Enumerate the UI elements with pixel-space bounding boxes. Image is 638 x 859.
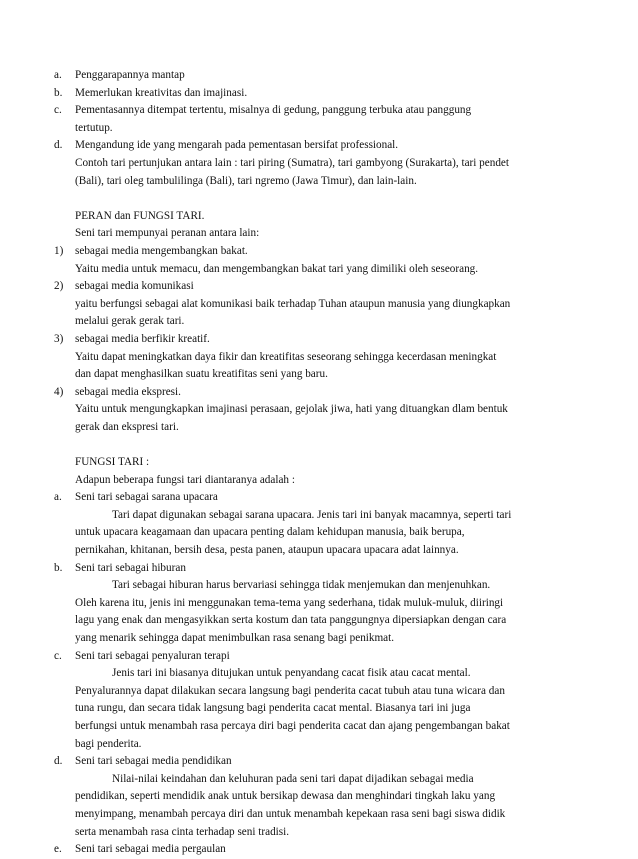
list-item-continuation — [0, 155, 638, 173]
document-page — [0, 67, 638, 859]
section-heading-text: PERAN dan FUNGSI TARI. — [75, 209, 205, 222]
list-marker: 3) — [54, 332, 64, 345]
list-text: sebagai media ekspresi. — [75, 385, 181, 398]
paragraph-line — [0, 524, 638, 542]
paragraph-line — [0, 788, 638, 806]
list-marker: 4) — [54, 385, 64, 398]
section-heading — [0, 454, 638, 472]
paragraph-text: pendidikan, seperti mendidik anak untuk bersikap dewasa dan menghindari tingkah laku yang — [75, 790, 496, 803]
list-item — [0, 753, 638, 771]
blank-line — [0, 190, 638, 208]
list-marker: b. — [54, 561, 63, 574]
paragraph-text: untuk upacara keagamaan dan upacara penting dalam kehidupan manusia, baik berupa, — [75, 526, 465, 539]
paragraph-text: lagu yang enak dan mengasyikkan serta kostum dan tata panggungnya dipersiapkan dengan cara — [75, 614, 507, 627]
paragraph-text: pernikahan, khitanan, bersih desa, pesta panen, ataupun upacara upacara adat lainnya. — [75, 544, 459, 557]
list-text: gerak dan ekspresi tari. — [75, 420, 179, 433]
list-marker: c. — [54, 649, 62, 662]
list-item-continuation — [0, 120, 638, 138]
list-marker: a. — [54, 69, 62, 81]
list-item-title: Seni tari sebagai media pendidikan — [75, 755, 232, 768]
list-item — [0, 648, 638, 666]
paragraph-line — [0, 612, 638, 630]
paragraph-text: bagi penderita. — [75, 737, 142, 750]
list-item — [0, 102, 638, 120]
list-text: Mengandung ide yang mengarah pada pementasan bersifat professional. — [75, 139, 399, 152]
list-item-continuation — [0, 419, 638, 437]
list-text: Yaitu untuk mengungkapkan imajinasi perasaan, gejolak jiwa, hati yang dituangkan dlam bentuk — [75, 403, 508, 416]
list-item — [0, 560, 638, 578]
section-intro — [0, 472, 638, 490]
paragraph-text: Tari dapat digunakan sebagai sarana upacara. Jenis tari ini banyak macamnya, seperti tari — [112, 508, 512, 521]
paragraph-line — [0, 736, 638, 754]
list-item — [0, 384, 638, 402]
list-item-title: Seni tari sebagai penyaluran terapi — [75, 649, 230, 662]
list-item — [0, 331, 638, 349]
list-text: sebagai media mengembangkan bakat. — [75, 244, 248, 257]
list-text: Yaitu dapat meningkatkan daya fikir dan kreatifitas seseorang sehingga kecerdasan meningkat — [75, 350, 497, 363]
paragraph-first-line — [0, 665, 638, 683]
paragraph-text: berfungsi untuk menambah rasa percaya diri bagi penderita cacat dan ajang pengembangan bakat — [75, 719, 510, 732]
list-item-title: Seni tari sebagai hiburan — [75, 561, 186, 574]
paragraph-first-line — [0, 771, 638, 789]
paragraph-first-line — [0, 577, 638, 595]
paragraph-text: tuna rungu, dan secara tidak langsung bagi penderita cacat mental. Biasanya tari ini juga — [75, 702, 471, 715]
list-marker: b. — [54, 86, 63, 99]
paragraph-line — [0, 806, 638, 824]
paragraph-text: Penyalurannya dapat dilakukan secara langsung bagi penderita cacat tubuh atau tuna wicara dan — [75, 684, 505, 697]
list-marker: 1) — [54, 244, 64, 257]
list-text: dan dapat menghasilkan suatu kreatifitas seni yang baru. — [75, 368, 328, 381]
paragraph-line — [0, 683, 638, 701]
list-item — [0, 278, 638, 296]
section-intro-text: Adapun beberapa fungsi tari diantaranya adalah : — [75, 473, 295, 486]
paragraph-line — [0, 824, 638, 842]
list-text: melalui gerak gerak tari. — [75, 315, 185, 328]
list-marker: 2) — [54, 280, 64, 293]
paragraph-text: Nilai-nilai keindahan dan keluhuran pada seni tari dapat dijadikan sebagai media — [112, 772, 474, 785]
list-item-continuation — [0, 366, 638, 384]
paragraph-line — [0, 542, 638, 560]
paragraph-first-line — [0, 507, 638, 525]
paragraph-text: Jenis tari ini biasanya ditujukan untuk penyandang cacat fisik atau cacat mental. — [112, 667, 471, 680]
list-marker: e. — [54, 843, 62, 856]
list-item-title: Seni tari sebagai sarana upacara — [75, 491, 218, 504]
paragraph-text: Oleh karena itu, jenis ini menggunakan tema-tema yang sederhana, tidak muluk-muluk, diiringi — [75, 596, 504, 609]
list-text: Penggarapannya mantap — [75, 69, 185, 81]
list-text: Contoh tari pertunjukan antara lain : tari piring (Sumatra), tari gambyong (Surakarta), tari pendet — [75, 156, 509, 169]
section-intro-text: Seni tari mempunyai peranan antara lain: — [75, 227, 260, 240]
section-intro — [0, 225, 638, 243]
list-item-continuation — [0, 261, 638, 279]
list-marker: a. — [54, 491, 62, 504]
list-item-continuation — [0, 401, 638, 419]
paragraph-line — [0, 630, 638, 648]
list-item-continuation — [0, 296, 638, 314]
paragraph-text: Tari sebagai hiburan harus bervariasi sehingga tidak menjemukan dan menjenuhkan. — [112, 579, 491, 592]
list-item — [0, 85, 638, 103]
list-item — [0, 841, 638, 859]
section-heading-text: FUNGSI TARI : — [75, 456, 150, 469]
list-item-continuation — [0, 173, 638, 191]
list-text: Memerlukan kreativitas dan imajinasi. — [75, 86, 248, 99]
list-marker: c. — [54, 104, 62, 117]
list-item — [0, 243, 638, 261]
list-text: Yaitu media untuk memacu, dan mengembangkan bakat tari yang dimiliki oleh seseorang. — [75, 262, 479, 275]
list-text: sebagai media berfikir kreatif. — [75, 332, 210, 345]
blank-line — [0, 436, 638, 454]
paragraph-line — [0, 718, 638, 736]
paragraph-line — [0, 595, 638, 613]
list-item-continuation — [0, 349, 638, 367]
list-text: Pementasannya ditempat tertentu, misalnya di gedung, panggung terbuka atau panggung — [75, 104, 472, 117]
list-text: tertutup. — [75, 121, 113, 134]
list-marker: d. — [54, 755, 63, 768]
list-item-title: Seni tari sebagai media pergaulan — [75, 843, 226, 856]
section-heading — [0, 208, 638, 226]
paragraph-text: yang menarik sehingga dapat menimbulkan rasa senang bagi penikmat. — [75, 632, 395, 644]
list-text: sebagai media komunikasi — [75, 280, 194, 293]
list-item-continuation — [0, 313, 638, 331]
list-text: (Bali), tari oleg tambulilinga (Bali), tari ngremo (Jawa Timur), dan lain-lain. — [75, 174, 417, 187]
list-item — [0, 67, 638, 85]
paragraph-line — [0, 700, 638, 718]
list-text: yaitu berfungsi sebagai alat komunikasi baik terhadap Tuhan ataupun manusia yang diungkapkan — [75, 297, 511, 310]
paragraph-text: menyimpang, menambah percaya diri dan untuk menambah kepekaan rasa seni bagi siswa didik — [75, 807, 506, 820]
list-marker: d. — [54, 139, 63, 152]
list-item — [0, 137, 638, 155]
list-item — [0, 489, 638, 507]
paragraph-text: serta menambah rasa cinta terhadap seni tradisi. — [75, 825, 290, 838]
